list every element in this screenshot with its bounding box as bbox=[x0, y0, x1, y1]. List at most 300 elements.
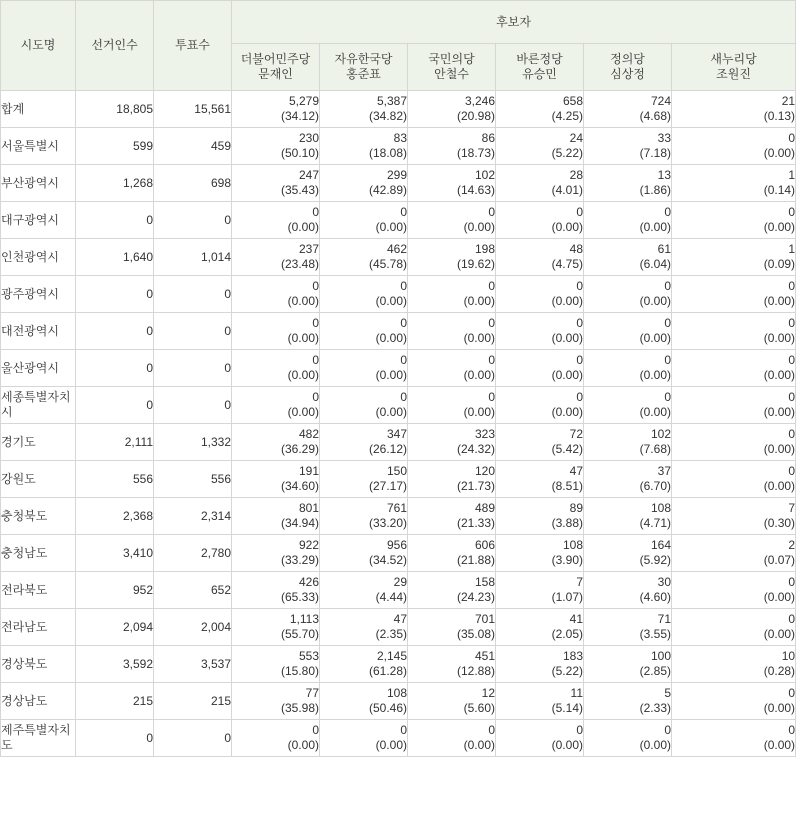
candidate-vote-count: 0 bbox=[788, 612, 796, 626]
candidate-vote-count: 1,113 bbox=[289, 612, 319, 626]
candidate-vote-percent: (50.46) bbox=[368, 701, 407, 715]
candidate-vote-count: 7 bbox=[788, 501, 796, 515]
candidate-vote-percent: (2.33) bbox=[639, 701, 671, 715]
row-candidate-1-result bbox=[320, 720, 408, 757]
row-votes: 2,004 bbox=[154, 609, 232, 646]
candidate-vote-percent: (61.28) bbox=[368, 664, 407, 678]
row-electors: 1,640 bbox=[76, 239, 154, 276]
row-candidate-5-result bbox=[672, 165, 796, 202]
candidate-vote-count: 0 bbox=[576, 353, 583, 367]
candidate-vote-percent: (5.14) bbox=[551, 701, 583, 715]
row-candidate-4-result bbox=[584, 498, 672, 535]
row-candidate-3-result bbox=[496, 202, 584, 239]
candidate-vote-percent: (0.00) bbox=[763, 220, 796, 234]
row-candidate-3-result bbox=[496, 720, 584, 757]
candidate-vote-count: 30 bbox=[657, 575, 671, 589]
candidate-vote-count: 0 bbox=[788, 353, 796, 367]
row-candidate-4-result bbox=[584, 313, 672, 350]
candidate-name-0: 문재인 bbox=[258, 67, 293, 81]
candidate-vote-count: 0 bbox=[488, 279, 495, 293]
candidate-vote-percent: (0.00) bbox=[287, 368, 319, 382]
candidate-vote-percent: (19.62) bbox=[456, 257, 495, 271]
candidate-vote-count: 0 bbox=[312, 353, 319, 367]
candidate-vote-count: 72 bbox=[569, 427, 583, 441]
candidate-vote-count: 21 bbox=[781, 94, 796, 108]
candidate-vote-percent: (21.88) bbox=[456, 553, 495, 567]
row-candidate-1-result bbox=[320, 646, 408, 683]
candidate-vote-percent: (18.73) bbox=[456, 146, 495, 160]
candidate-vote-count: 0 bbox=[312, 205, 319, 219]
row-votes: 2,780 bbox=[154, 535, 232, 572]
candidate-vote-count: 761 bbox=[386, 501, 407, 515]
candidate-name-2: 안철수 bbox=[434, 67, 469, 81]
row-candidate-3-result bbox=[496, 609, 584, 646]
table-row bbox=[1, 720, 796, 757]
candidate-vote-count: 323 bbox=[474, 427, 495, 441]
candidate-vote-percent: (5.92) bbox=[639, 553, 671, 567]
candidate-vote-percent: (0.00) bbox=[763, 405, 796, 419]
row-candidate-0-result bbox=[232, 128, 320, 165]
row-candidate-3-result bbox=[496, 461, 584, 498]
candidate-vote-count: 606 bbox=[474, 538, 495, 552]
header-row-top bbox=[1, 1, 796, 44]
row-candidate-4-result bbox=[584, 683, 672, 720]
candidate-vote-percent: (0.00) bbox=[551, 405, 583, 419]
candidate-vote-count: 120 bbox=[474, 464, 495, 478]
candidate-vote-percent: (0.00) bbox=[375, 331, 407, 345]
row-candidate-3-result bbox=[496, 239, 584, 276]
candidate-vote-percent: (35.08) bbox=[456, 627, 495, 641]
table-row bbox=[1, 313, 796, 350]
candidate-vote-percent: (0.28) bbox=[763, 664, 796, 678]
row-candidate-1-result bbox=[320, 424, 408, 461]
row-region-name: 경상남도 bbox=[1, 683, 76, 720]
candidate-party-1: 자유한국당 bbox=[334, 52, 393, 66]
row-candidate-5-result bbox=[672, 461, 796, 498]
row-region-name: 충청북도 bbox=[1, 498, 76, 535]
candidate-vote-count: 0 bbox=[576, 390, 583, 404]
candidate-vote-percent: (0.00) bbox=[763, 368, 796, 382]
row-candidate-4-result bbox=[584, 535, 672, 572]
row-candidate-3-result bbox=[496, 276, 584, 313]
candidate-vote-percent: (34.60) bbox=[280, 479, 319, 493]
candidate-vote-count: 86 bbox=[481, 131, 495, 145]
candidate-vote-count: 489 bbox=[474, 501, 495, 515]
candidate-vote-count: 13 bbox=[657, 168, 671, 182]
candidate-vote-count: 2,145 bbox=[376, 649, 407, 663]
candidate-vote-percent: (0.00) bbox=[763, 331, 796, 345]
candidate-vote-count: 158 bbox=[474, 575, 495, 589]
row-candidate-0-result bbox=[232, 91, 320, 128]
candidate-vote-count: 0 bbox=[788, 723, 796, 737]
candidate-vote-percent: (0.00) bbox=[287, 738, 319, 752]
row-candidate-5-result bbox=[672, 720, 796, 757]
candidate-vote-percent: (21.73) bbox=[456, 479, 495, 493]
candidate-vote-percent: (34.82) bbox=[368, 109, 407, 123]
candidate-vote-count: 37 bbox=[657, 464, 671, 478]
row-candidate-5-result bbox=[672, 128, 796, 165]
row-candidate-0-result bbox=[232, 239, 320, 276]
candidate-vote-count: 1 bbox=[788, 242, 796, 256]
candidate-vote-count: 48 bbox=[569, 242, 583, 256]
candidate-vote-percent: (0.00) bbox=[463, 220, 495, 234]
candidate-vote-percent: (26.12) bbox=[368, 442, 407, 456]
candidate-vote-count: 247 bbox=[298, 168, 319, 182]
row-votes: 215 bbox=[154, 683, 232, 720]
row-candidate-3-result bbox=[496, 535, 584, 572]
row-candidate-3-result bbox=[496, 128, 584, 165]
candidate-vote-count: 0 bbox=[400, 723, 407, 737]
candidate-vote-count: 47 bbox=[569, 464, 583, 478]
row-candidate-5-result bbox=[672, 239, 796, 276]
row-region-name: 제주특별자치도 bbox=[1, 720, 76, 757]
candidate-vote-percent: (3.90) bbox=[551, 553, 583, 567]
candidate-vote-percent: (0.00) bbox=[639, 368, 671, 382]
candidate-vote-percent: (4.71) bbox=[639, 516, 671, 530]
candidate-vote-percent: (0.00) bbox=[375, 738, 407, 752]
row-region-name: 전라북도 bbox=[1, 572, 76, 609]
row-candidate-2-result bbox=[408, 128, 496, 165]
candidate-vote-count: 0 bbox=[664, 279, 671, 293]
row-region-name: 강원도 bbox=[1, 461, 76, 498]
candidate-vote-count: 0 bbox=[664, 316, 671, 330]
candidate-vote-count: 0 bbox=[788, 316, 796, 330]
row-electors: 0 bbox=[76, 720, 154, 757]
candidate-vote-count: 724 bbox=[650, 94, 671, 108]
row-region-name: 경상북도 bbox=[1, 646, 76, 683]
candidate-vote-count: 0 bbox=[312, 279, 319, 293]
candidate-vote-count: 77 bbox=[305, 686, 319, 700]
candidate-vote-count: 24 bbox=[569, 131, 583, 145]
row-candidate-4-result bbox=[584, 350, 672, 387]
candidate-vote-percent: (0.00) bbox=[375, 368, 407, 382]
candidate-vote-count: 0 bbox=[788, 279, 796, 293]
row-candidate-1-result bbox=[320, 165, 408, 202]
candidate-vote-percent: (45.78) bbox=[368, 257, 407, 271]
row-region-name: 세종특별자치시 bbox=[1, 387, 76, 424]
row-electors: 0 bbox=[76, 202, 154, 239]
candidate-vote-count: 83 bbox=[393, 131, 407, 145]
row-candidate-2-result bbox=[408, 239, 496, 276]
row-candidate-3-result bbox=[496, 646, 584, 683]
row-candidate-5-result bbox=[672, 387, 796, 424]
row-candidate-5-result bbox=[672, 424, 796, 461]
candidate-vote-percent: (35.98) bbox=[280, 701, 319, 715]
candidate-vote-count: 0 bbox=[488, 316, 495, 330]
candidate-vote-count: 183 bbox=[562, 649, 583, 663]
row-electors: 2,111 bbox=[76, 424, 154, 461]
row-candidate-0-result bbox=[232, 424, 320, 461]
row-candidate-0-result bbox=[232, 535, 320, 572]
candidate-vote-count: 801 bbox=[298, 501, 319, 515]
candidate-vote-count: 108 bbox=[562, 538, 583, 552]
candidate-vote-percent: (0.00) bbox=[763, 146, 796, 160]
row-candidate-2-result bbox=[408, 313, 496, 350]
row-candidate-1-result bbox=[320, 202, 408, 239]
row-candidate-1-result bbox=[320, 461, 408, 498]
row-candidate-2-result bbox=[408, 424, 496, 461]
header-electors: 선거인수 bbox=[76, 1, 154, 91]
candidate-vote-percent: (0.00) bbox=[287, 294, 319, 308]
row-candidate-4-result bbox=[584, 165, 672, 202]
row-candidate-3-result bbox=[496, 350, 584, 387]
candidate-vote-count: 71 bbox=[657, 612, 671, 626]
row-candidate-2-result bbox=[408, 165, 496, 202]
candidate-vote-percent: (36.29) bbox=[280, 442, 319, 456]
row-electors: 3,410 bbox=[76, 535, 154, 572]
candidate-vote-percent: (0.13) bbox=[763, 109, 796, 123]
row-electors: 2,368 bbox=[76, 498, 154, 535]
candidate-vote-percent: (35.43) bbox=[280, 183, 319, 197]
row-region-name: 경기도 bbox=[1, 424, 76, 461]
row-candidate-2-result bbox=[408, 91, 496, 128]
row-candidate-3-result bbox=[496, 572, 584, 609]
table-row bbox=[1, 387, 796, 424]
row-candidate-0-result bbox=[232, 498, 320, 535]
row-candidate-3-result bbox=[496, 424, 584, 461]
row-region-name: 대전광역시 bbox=[1, 313, 76, 350]
table-row bbox=[1, 498, 796, 535]
table-row bbox=[1, 646, 796, 683]
candidate-vote-percent: (0.30) bbox=[763, 516, 796, 530]
candidate-vote-percent: (20.98) bbox=[456, 109, 495, 123]
candidate-vote-percent: (4.75) bbox=[551, 257, 583, 271]
candidate-vote-count: 0 bbox=[664, 723, 671, 737]
row-electors: 0 bbox=[76, 387, 154, 424]
row-candidate-4-result bbox=[584, 91, 672, 128]
row-votes: 698 bbox=[154, 165, 232, 202]
row-candidate-4-result bbox=[584, 202, 672, 239]
row-candidate-1-result bbox=[320, 609, 408, 646]
row-candidate-4-result bbox=[584, 572, 672, 609]
candidate-vote-count: 3,246 bbox=[464, 94, 495, 108]
candidate-vote-count: 0 bbox=[312, 390, 319, 404]
row-electors: 0 bbox=[76, 350, 154, 387]
candidate-vote-count: 191 bbox=[298, 464, 319, 478]
table-row bbox=[1, 572, 796, 609]
row-votes: 0 bbox=[154, 387, 232, 424]
candidate-vote-percent: (0.00) bbox=[639, 294, 671, 308]
row-votes: 0 bbox=[154, 720, 232, 757]
candidate-vote-percent: (0.00) bbox=[463, 405, 495, 419]
candidate-vote-percent: (0.00) bbox=[551, 331, 583, 345]
row-candidate-4-result bbox=[584, 424, 672, 461]
candidate-vote-count: 11 bbox=[570, 686, 583, 700]
candidate-party-0: 더불어민주당 bbox=[240, 52, 311, 66]
candidate-vote-percent: (0.00) bbox=[287, 405, 319, 419]
table-row bbox=[1, 609, 796, 646]
row-candidate-2-result bbox=[408, 202, 496, 239]
candidate-vote-percent: (4.68) bbox=[639, 109, 671, 123]
candidate-vote-count: 701 bbox=[474, 612, 495, 626]
candidate-vote-percent: (0.00) bbox=[375, 220, 407, 234]
candidate-vote-count: 100 bbox=[650, 649, 671, 663]
candidate-vote-percent: (4.01) bbox=[551, 183, 583, 197]
candidate-vote-percent: (0.00) bbox=[287, 331, 319, 345]
candidate-vote-percent: (33.20) bbox=[368, 516, 407, 530]
candidate-vote-percent: (65.33) bbox=[280, 590, 319, 604]
header-candidate-5 bbox=[672, 44, 796, 91]
candidate-name-4: 심상정 bbox=[610, 67, 645, 81]
row-region-name: 울산광역시 bbox=[1, 350, 76, 387]
table-row bbox=[1, 165, 796, 202]
row-region-name: 전라남도 bbox=[1, 609, 76, 646]
row-candidate-5-result bbox=[672, 646, 796, 683]
candidate-vote-count: 0 bbox=[400, 390, 407, 404]
header-candidate-3 bbox=[496, 44, 584, 91]
row-candidate-0-result bbox=[232, 609, 320, 646]
row-candidate-0-result bbox=[232, 646, 320, 683]
row-candidate-1-result bbox=[320, 535, 408, 572]
candidate-vote-count: 150 bbox=[386, 464, 407, 478]
row-votes: 2,314 bbox=[154, 498, 232, 535]
candidate-name-1: 홍준표 bbox=[346, 67, 381, 81]
candidate-vote-percent: (0.14) bbox=[763, 183, 796, 197]
candidate-vote-percent: (12.88) bbox=[456, 664, 495, 678]
row-candidate-5-result bbox=[672, 609, 796, 646]
candidate-vote-count: 299 bbox=[386, 168, 407, 182]
table-row bbox=[1, 202, 796, 239]
candidate-vote-percent: (5.42) bbox=[551, 442, 583, 456]
candidate-vote-count: 553 bbox=[298, 649, 319, 663]
row-candidate-1-result bbox=[320, 313, 408, 350]
table-row bbox=[1, 424, 796, 461]
candidate-vote-percent: (50.10) bbox=[280, 146, 319, 160]
candidate-vote-percent: (5.22) bbox=[551, 146, 583, 160]
candidate-party-4: 정의당 bbox=[610, 52, 645, 66]
candidate-vote-count: 108 bbox=[386, 686, 407, 700]
candidate-vote-percent: (0.00) bbox=[551, 220, 583, 234]
candidate-vote-count: 482 bbox=[298, 427, 319, 441]
candidate-vote-percent: (0.00) bbox=[551, 368, 583, 382]
candidate-vote-percent: (0.00) bbox=[463, 738, 495, 752]
row-candidate-2-result bbox=[408, 609, 496, 646]
row-candidate-0-result bbox=[232, 683, 320, 720]
candidate-vote-count: 0 bbox=[664, 353, 671, 367]
row-electors: 0 bbox=[76, 276, 154, 313]
candidate-vote-percent: (6.70) bbox=[639, 479, 671, 493]
row-candidate-5-result bbox=[672, 535, 796, 572]
row-candidate-1-result bbox=[320, 91, 408, 128]
candidate-vote-percent: (21.33) bbox=[456, 516, 495, 530]
candidate-vote-count: 0 bbox=[664, 205, 671, 219]
candidate-vote-percent: (0.00) bbox=[639, 405, 671, 419]
row-candidate-1-result bbox=[320, 572, 408, 609]
candidate-vote-percent: (24.32) bbox=[456, 442, 495, 456]
row-region-name: 서울특별시 bbox=[1, 128, 76, 165]
row-electors: 556 bbox=[76, 461, 154, 498]
candidate-vote-percent: (0.00) bbox=[639, 738, 671, 752]
candidate-vote-count: 33 bbox=[657, 131, 671, 145]
row-candidate-5-result bbox=[672, 683, 796, 720]
candidate-vote-percent: (4.25) bbox=[551, 109, 583, 123]
table-row bbox=[1, 276, 796, 313]
row-electors: 952 bbox=[76, 572, 154, 609]
candidate-vote-count: 102 bbox=[650, 427, 671, 441]
candidate-vote-count: 0 bbox=[576, 723, 583, 737]
candidate-vote-count: 0 bbox=[488, 353, 495, 367]
candidate-vote-percent: (0.00) bbox=[375, 294, 407, 308]
row-candidate-5-result bbox=[672, 276, 796, 313]
candidate-vote-percent: (0.00) bbox=[463, 368, 495, 382]
candidate-vote-percent: (42.89) bbox=[368, 183, 407, 197]
row-candidate-2-result bbox=[408, 276, 496, 313]
candidate-vote-count: 5 bbox=[664, 686, 671, 700]
row-votes: 556 bbox=[154, 461, 232, 498]
row-candidate-3-result bbox=[496, 313, 584, 350]
candidate-vote-count: 28 bbox=[569, 168, 583, 182]
candidate-vote-percent: (0.00) bbox=[763, 442, 796, 456]
row-votes: 0 bbox=[154, 350, 232, 387]
row-candidate-4-result bbox=[584, 609, 672, 646]
row-candidate-0-result bbox=[232, 720, 320, 757]
candidate-vote-percent: (0.00) bbox=[639, 331, 671, 345]
row-region-name: 대구광역시 bbox=[1, 202, 76, 239]
row-candidate-4-result bbox=[584, 646, 672, 683]
header-candidate-0 bbox=[232, 44, 320, 91]
row-region-name: 충청남도 bbox=[1, 535, 76, 572]
candidate-vote-percent: (4.60) bbox=[639, 590, 671, 604]
table-row bbox=[1, 535, 796, 572]
candidate-vote-percent: (0.00) bbox=[763, 627, 796, 641]
candidate-vote-count: 347 bbox=[386, 427, 407, 441]
table-row bbox=[1, 91, 796, 128]
candidate-vote-percent: (34.12) bbox=[280, 109, 319, 123]
candidate-vote-percent: (0.00) bbox=[463, 294, 495, 308]
row-electors: 0 bbox=[76, 313, 154, 350]
header-candidate-1 bbox=[320, 44, 408, 91]
row-candidate-3-result bbox=[496, 387, 584, 424]
header-candidate-2 bbox=[408, 44, 496, 91]
candidate-vote-count: 89 bbox=[569, 501, 583, 515]
candidate-vote-count: 0 bbox=[312, 316, 319, 330]
candidate-vote-count: 1 bbox=[788, 168, 796, 182]
table-row bbox=[1, 461, 796, 498]
row-candidate-0-result bbox=[232, 276, 320, 313]
row-candidate-0-result bbox=[232, 572, 320, 609]
candidate-vote-percent: (0.00) bbox=[375, 405, 407, 419]
row-candidate-0-result bbox=[232, 461, 320, 498]
candidate-vote-percent: (33.29) bbox=[280, 553, 319, 567]
candidate-vote-count: 462 bbox=[386, 242, 407, 256]
candidate-vote-percent: (0.00) bbox=[763, 479, 796, 493]
candidate-vote-count: 230 bbox=[298, 131, 319, 145]
candidate-vote-percent: (34.52) bbox=[368, 553, 407, 567]
candidate-vote-count: 0 bbox=[664, 390, 671, 404]
candidate-vote-percent: (18.08) bbox=[368, 146, 407, 160]
candidate-vote-count: 0 bbox=[788, 390, 796, 404]
candidate-vote-percent: (0.00) bbox=[763, 738, 796, 752]
row-candidate-4-result bbox=[584, 387, 672, 424]
row-votes: 3,537 bbox=[154, 646, 232, 683]
row-candidate-1-result bbox=[320, 128, 408, 165]
row-candidate-2-result bbox=[408, 720, 496, 757]
header-candidate-4 bbox=[584, 44, 672, 91]
row-candidate-4-result bbox=[584, 239, 672, 276]
candidate-vote-percent: (1.07) bbox=[551, 590, 583, 604]
candidate-vote-percent: (23.48) bbox=[280, 257, 319, 271]
candidate-vote-count: 0 bbox=[576, 316, 583, 330]
candidate-party-2: 국민의당 bbox=[428, 52, 475, 66]
row-votes: 0 bbox=[154, 276, 232, 313]
candidate-vote-percent: (0.00) bbox=[463, 331, 495, 345]
row-votes: 0 bbox=[154, 202, 232, 239]
candidate-vote-percent: (34.94) bbox=[280, 516, 319, 530]
candidate-vote-count: 237 bbox=[298, 242, 319, 256]
table-row bbox=[1, 350, 796, 387]
row-votes: 1,332 bbox=[154, 424, 232, 461]
candidate-vote-count: 0 bbox=[400, 353, 407, 367]
